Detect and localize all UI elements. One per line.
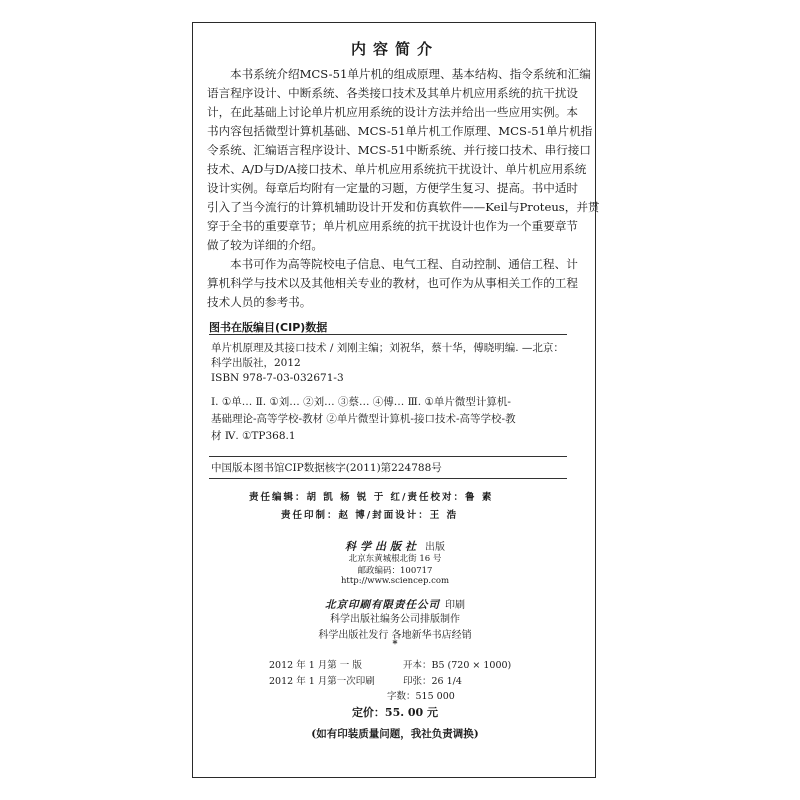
intro-line: 计，在此基础上讨论单片机应用系统的设计方法并给出一些应用实例。本	[207, 105, 579, 119]
staff-line-editors: 责任编辑：胡 凯 杨 锐 于 红/责任校对：鲁 素	[249, 492, 494, 503]
publisher-logo: 科学出版社	[344, 540, 420, 553]
intro-line: 引入了当今流行的计算机辅助设计开发和仿真软件——Keil与Proteus，并贯	[207, 200, 600, 214]
publisher-address: 北京东黄城根北街 16 号	[348, 554, 442, 564]
intro-line: 令系统、汇编语言程序设计、MCS-51中断系统、并行接口技术、串行接口	[207, 143, 592, 157]
intro-line: 语言程序设计、中断系统、各类接口技术及其单片机应用系统的抗干扰设	[207, 86, 579, 100]
intro-line: 穿于全书的重要章节；单片机应用系统的抗干扰设计也作为一个重要章节	[207, 219, 579, 233]
quality-notice: (如有印装质量问题，我社负责调换)	[311, 728, 479, 740]
intro-line: 算机科学与技术以及其他相关专业的教材，也可作为从事相关工作的工程	[207, 276, 579, 290]
separator-star: *	[392, 639, 398, 650]
intro-line: 设计实例。每章后均附有一定量的习题，方便学生复习、提高。书中适时	[207, 181, 579, 195]
typesetting-line: 科学出版社编务公司排版制作	[330, 614, 460, 625]
publisher-postcode: 邮政编码：100717	[357, 566, 433, 576]
distribution-line: 科学出版社发行 各地新华书店经销	[318, 630, 472, 641]
cip-line: 单片机原理及其接口技术 / 刘刚主编；刘祝华，蔡十华，傅晓明编. —北京：	[211, 342, 564, 354]
cip-line: 基础理论-高等学校-教材 ②单片微型计算机-接口技术-高等学校-教	[211, 413, 516, 425]
print-run-label: 2012 年 1 月第一次印刷	[269, 676, 375, 687]
intro-title: 内容简介	[350, 40, 439, 58]
copyright-page	[192, 22, 600, 778]
cip-divider-bottom	[209, 478, 567, 479]
printer-logo: 北京印刷有限责任公司	[324, 599, 440, 611]
price: 定价：55. 00 元	[351, 706, 439, 719]
printer-suffix: 印刷	[445, 600, 466, 611]
cip-divider-mid	[209, 456, 567, 457]
staff-line-production: 责任印制：赵 博/封面设计：王 浩	[281, 510, 459, 521]
cip-line: Ⅰ. ①单… Ⅱ. ①刘… ②刘… ③蔡… ④傅… Ⅲ. ①单片微型计算机-	[211, 396, 511, 408]
cip-line: ISBN 978-7-03-032671-3	[211, 372, 344, 384]
word-count: 字数：515 000	[387, 691, 455, 702]
cip-line: 材 Ⅳ. ①TP368.1	[211, 430, 296, 442]
intro-line: 本书系统介绍MCS-51单片机的组成原理、基本结构、指令系统和汇编	[230, 67, 591, 81]
publisher-website: http://www.sciencep.com	[340, 576, 450, 586]
sheets-label: 印张：26 1/4	[403, 676, 462, 687]
intro-line: 书内容包括微型计算机基础、MCS-51单片机工作原理、MCS-51单片机指	[207, 124, 593, 138]
cip-divider-top	[209, 334, 567, 335]
publisher-suffix: 出版	[425, 542, 446, 553]
cip-heading: 图书在版编目(CIP)数据	[209, 321, 328, 334]
intro-line: 本书可作为高等院校电子信息、电气工程、自动控制、通信工程、计	[230, 257, 578, 271]
cip-line: 科学出版社，2012	[211, 357, 301, 369]
intro-line: 技术、A/D与D/A接口技术、单片机应用系统抗干扰设计、单片机应用系统	[207, 162, 587, 176]
intro-line: 技术人员的参考书。	[207, 295, 312, 309]
intro-line: 做了较为详细的介绍。	[207, 238, 323, 252]
format-label: 开本：B5 (720 × 1000)	[403, 660, 512, 671]
edition-label: 2012 年 1 月第 一 版	[269, 660, 362, 671]
cip-record-number: 中国版本图书馆CIP数据核字(2011)第224788号	[211, 462, 442, 474]
